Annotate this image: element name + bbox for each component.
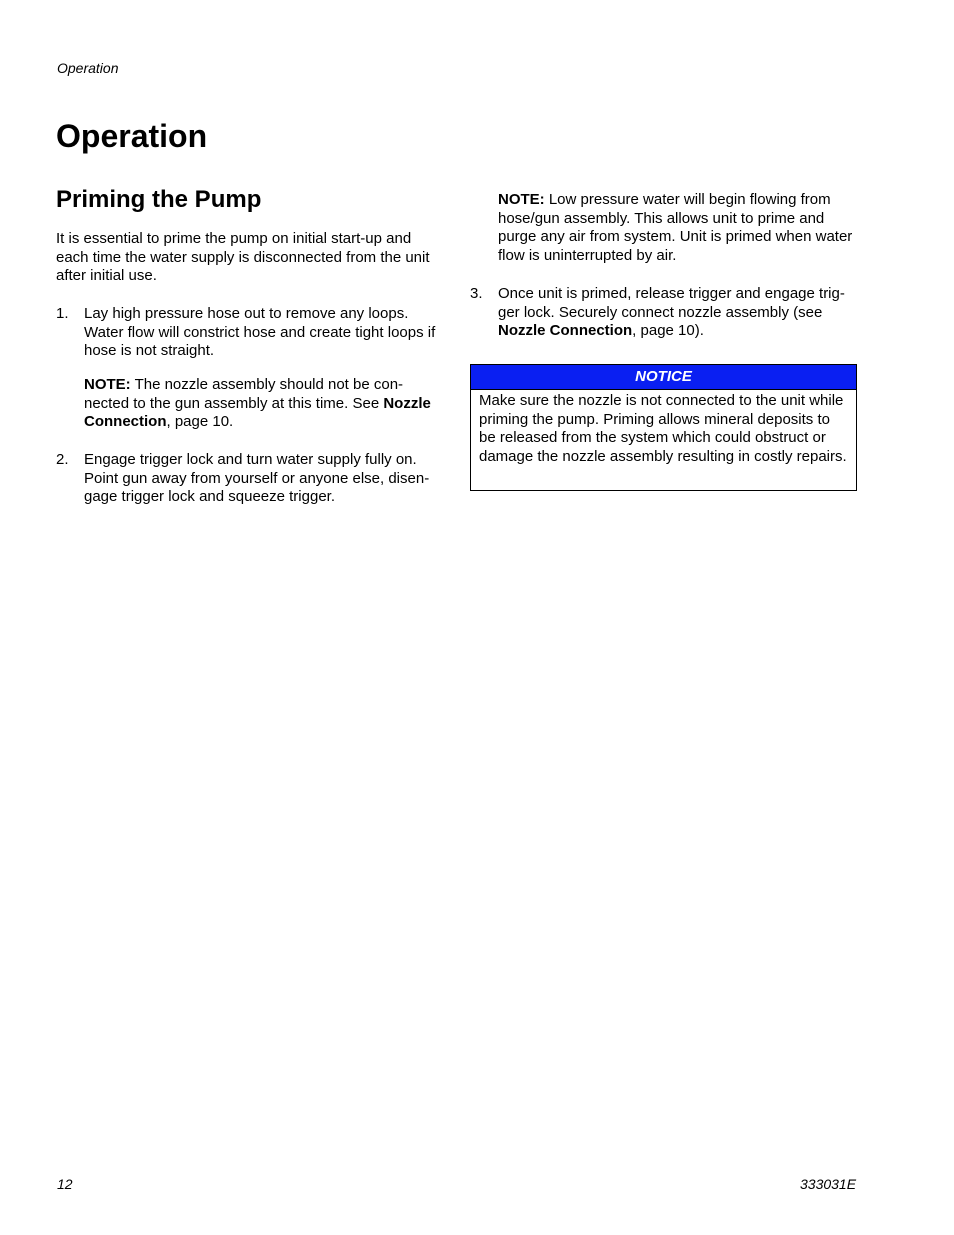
section-title: Priming the Pump bbox=[56, 186, 262, 213]
step-1-text: Lay high pressure hose out to remove any loops. Water flow will constrict hose and create tight loops if hose is not straight. bbox=[84, 305, 436, 360]
step-1-number: 1. bbox=[56, 305, 69, 322]
note-label: NOTE: bbox=[84, 376, 131, 393]
step-3-body: Once unit is primed, release trigger and engage trig-ger lock. Securely connect nozzle assembly (see bbox=[498, 285, 845, 321]
running-head: Operation bbox=[57, 60, 119, 76]
page-number: 12 bbox=[57, 1176, 73, 1192]
step-2-number: 2. bbox=[56, 451, 69, 468]
step-2-note bbox=[498, 191, 860, 266]
notice-body: Make sure the nozzle is not connected to the unit while priming the pump. Priming allows mineral deposits to be released from the system which could obstruct or damage the nozzle assembly resulting in costly repairs. bbox=[479, 392, 847, 466]
step-3-tail: , page 10). bbox=[632, 322, 704, 340]
note-tail: , page 10. bbox=[166, 413, 234, 431]
document-number: 333031E bbox=[800, 1176, 857, 1192]
cross-reference: Nozzle Connection bbox=[84, 394, 431, 431]
step-3-number: 3. bbox=[470, 285, 483, 302]
intro-paragraph: It is essential to prime the pump on initial start-up and each time the water supply is disconnected from the unit after initial use. bbox=[56, 230, 430, 285]
cross-reference: Nozzle Connection bbox=[498, 322, 633, 340]
notice-heading: NOTICE bbox=[471, 365, 856, 390]
note-label: NOTE: bbox=[498, 191, 545, 208]
step-1-note bbox=[84, 376, 446, 432]
page-title: Operation bbox=[56, 118, 208, 154]
step-2-text: Engage trigger lock and turn water supply fully on. Point gun away from yourself or anyone else, disen-gage trigger lock and squeeze trigger. bbox=[84, 451, 430, 506]
note-text: Low pressure water will begin flowing from hose/gun assembly. This allows unit to prime and purge any air from system. Unit is primed when water flow is uninterrupted by air. bbox=[498, 191, 853, 265]
notice-box bbox=[470, 364, 857, 491]
step-3-text bbox=[498, 285, 860, 341]
note-text: The nozzle assembly should not be con-nected to the gun assembly at this time. See bbox=[84, 376, 404, 412]
